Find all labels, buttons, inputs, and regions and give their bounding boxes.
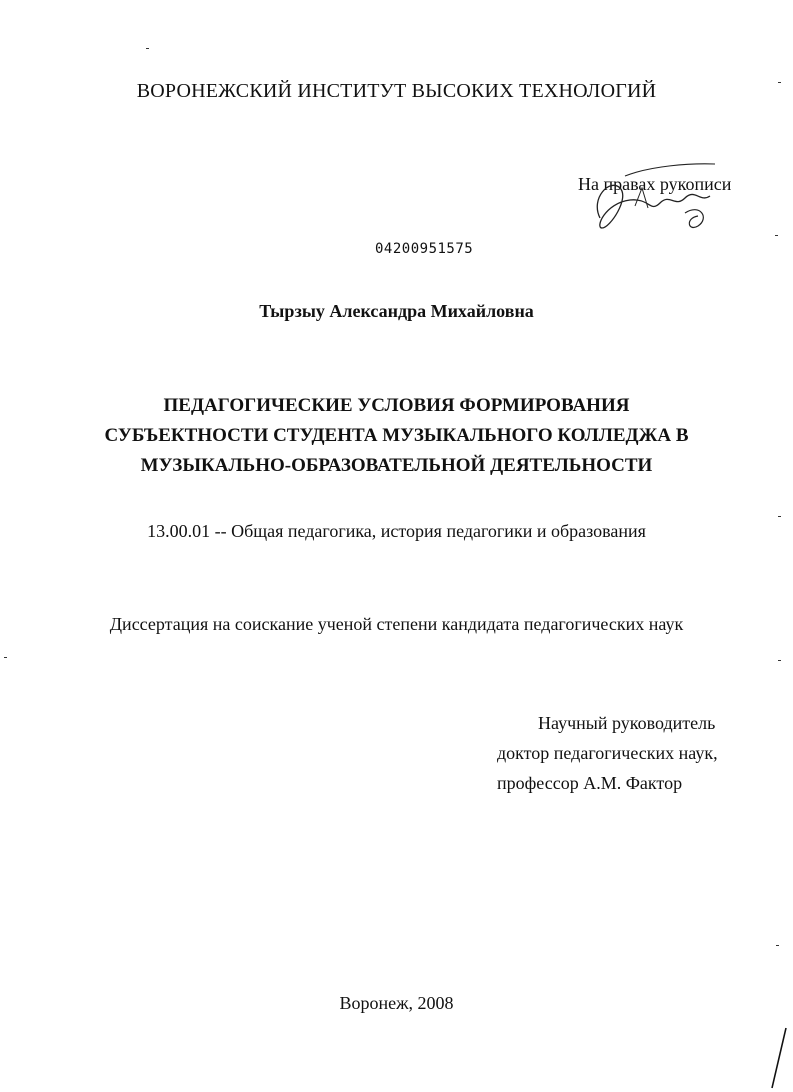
handwritten-signature [590,158,730,240]
advisor-heading: Научный руководитель [538,713,716,733]
scan-speck [776,945,779,946]
manuscript-note: На правах рукописи [578,174,732,194]
scan-speck [146,48,149,49]
scan-speck [775,235,778,236]
city-year: Воронеж, 2008 [339,993,454,1013]
scan-speck [778,660,781,661]
author-name: Тырзыу Александра Михайловна [259,301,534,321]
scientific-advisor [497,708,718,798]
dissertation-title [0,391,793,481]
scan-speck [4,657,7,658]
scan-speck [778,82,781,83]
title-line: ПЕДАГОГИЧЕСКИЕ УСЛОВИЯ ФОРМИРОВАНИЯ [163,395,630,416]
specialty-code: 13.00.01 -- Общая педагогика, история педагогики и образования [147,521,646,541]
advisor-name: профессор А.М. Фактор [497,773,683,793]
title-line: СУБЪЕКТНОСТИ СТУДЕНТА МУЗЫКАЛЬНОГО КОЛЛЕДЖА В [104,425,689,446]
document-number: 04200951575 [375,241,474,257]
title-line: МУЗЫКАЛЬНО-ОБРАЗОВАТЕЛЬНОЙ ДЕЯТЕЛЬНОСТИ [140,455,653,476]
institute-name: ВОРОНЕЖСКИЙ ИНСТИТУТ ВЫСОКИХ ТЕХНОЛОГИЙ [136,80,657,102]
scan-speck [778,516,781,517]
degree-statement: Диссертация на соискание ученой степени кандидата педагогических наук [109,614,684,634]
pen-stroke-mark [768,1026,788,1090]
advisor-degree: доктор педагогических наук, [497,743,718,763]
